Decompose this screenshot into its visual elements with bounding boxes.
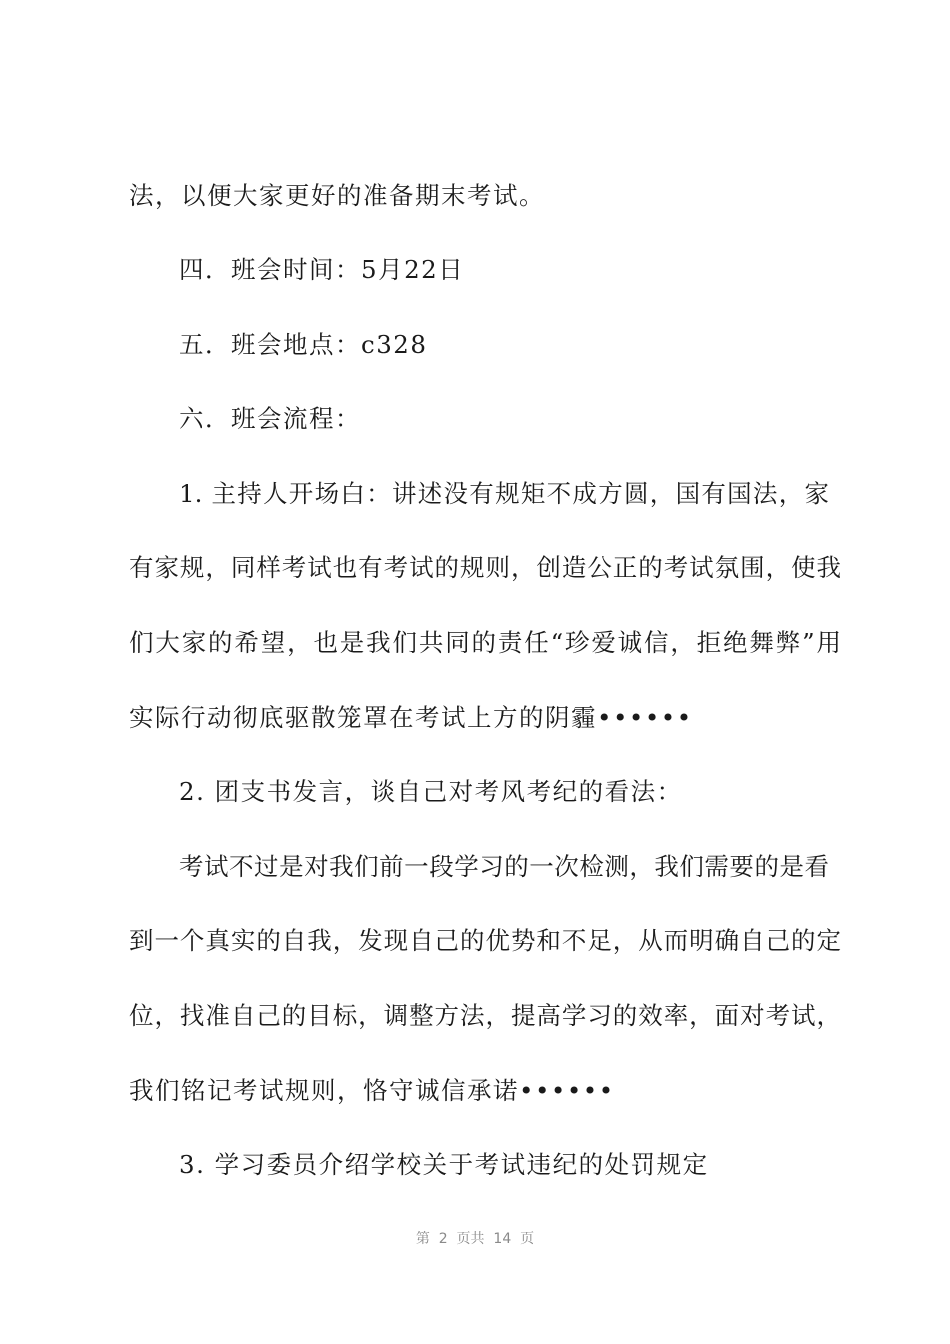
paragraph-line: 位，找准自己的目标，调整方法，提高学习的效率，面对考试，: [129, 1001, 841, 1030]
paragraph-line: 1. 主持人开场白：讲述没有规矩不成方圆，国有国法，家: [179, 479, 829, 508]
paragraph-line: 们大家的希望，也是我们共同的责任“珍爱诚信，拒绝舞弊”用: [129, 628, 841, 657]
paragraph-line: 我们铭记考试规则，恪守诚信承诺••••••: [129, 1076, 615, 1105]
section-heading-time: 四．班会时间：5月22日: [179, 255, 465, 284]
paragraph-line: 有家规，同样考试也有考试的规则，创造公正的考试氛围，使我: [129, 553, 841, 582]
paragraph-line: 到一个真实的自我，发现自己的优势和不足，从而明确自己的定: [129, 926, 841, 955]
paragraph-line: 法，以便大家更好的准备期末考试。: [129, 181, 545, 210]
paragraph-line: 3. 学习委员介绍学校关于考试违纪的处罚规定: [179, 1150, 709, 1179]
paragraph-line: 2. 团支书发言，谈自己对考风考纪的看法：: [179, 777, 683, 806]
paragraph-line: 考试不过是对我们前一段学习的一次检测，我们需要的是看: [179, 852, 829, 881]
section-heading-process: 六．班会流程：: [179, 404, 361, 433]
page-number-footer: 第 2 页共 14 页: [415, 1231, 535, 1247]
paragraph-line: 实际行动彻底驱散笼罩在考试上方的阴霾••••••: [129, 703, 693, 732]
section-heading-location: 五．班会地点：c328: [179, 330, 428, 359]
